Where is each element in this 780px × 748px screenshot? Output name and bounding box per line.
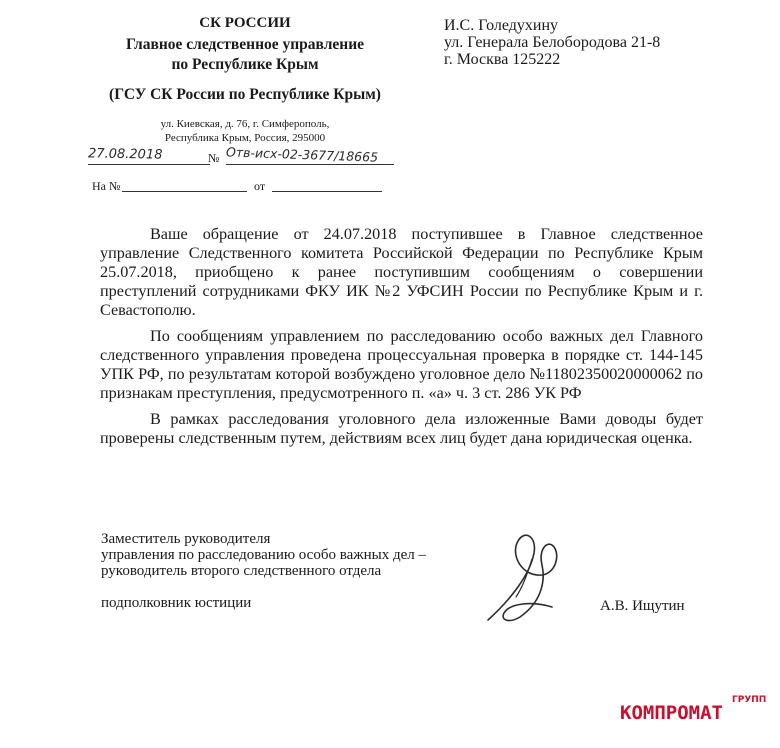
number-sign: № [208, 151, 220, 165]
org-name-line1: Главное следственное управление [125, 36, 365, 53]
signatory-line2: управления по расследованию особо важных дел – [101, 547, 426, 563]
number-underline [226, 164, 394, 165]
handwritten-signature [470, 525, 590, 625]
signatory-name: А.В. Ищутин [600, 598, 685, 614]
reply-from-label: от [254, 179, 266, 193]
signatory-title [101, 531, 426, 579]
address-line2: Республика Крым, Россия, 295000 [164, 132, 326, 144]
letter-body [100, 225, 703, 455]
org-name [80, 35, 410, 75]
watermark-superscript: ГРУПП [732, 695, 767, 705]
body-paragraph: В рамках расследования уголовного дела изложенные Вами доводы будет проверены следственным путем, действиям всех лиц будет дана юридическая оценка. [100, 410, 703, 447]
reply-label: На № [92, 179, 121, 193]
date-underline [88, 164, 210, 165]
reply-number-underline [122, 191, 247, 192]
body-paragraph: Ваше обращение от 24.07.2018 поступившее в Главное следственное управление Следственного комитета Российской Федерации по Республике Крым 25.07.2018, приобщено к ранее поступившим сообщениям о совершении преступлений сотрудниками ФКУ ИК №2 УФСИН России по Республике Крым и г. Севастополю. [100, 225, 703, 319]
recipient-name: И.С. Голедухину [444, 17, 558, 34]
reply-date-underline [272, 191, 382, 192]
signatory-line1: Заместитель руководителя [101, 531, 271, 547]
signatory-line3: руководитель второго следственного отдела [101, 563, 382, 579]
watermark-logo: КОМПРОМАТ [620, 702, 723, 724]
registration-row [87, 144, 388, 169]
org-top: СК РОССИИ [199, 15, 291, 31]
org-name-line2: по Республике Крым [171, 56, 319, 73]
recipient-city: г. Москва 125222 [444, 51, 561, 68]
org-short-name: (ГСУ СК России по Республике Крым) [109, 86, 381, 103]
registration-number: Отв-исх-02-3677/18665 [225, 144, 379, 165]
reply-reference-row [92, 179, 392, 195]
recipient-street: ул. Генерала Белобородова 21-8 [444, 34, 661, 51]
body-paragraph: По сообщениям управлением по расследованию особо важных дел Главного следственного управления проведена процессуальная проверка в порядке ст. 144-145 УПК РФ, по результатам которой возбуждено уголовное дело №11802350020000062 по признакам преступления, предусмотренного п. «а» ч. 3 ст. 286 УК РФ [100, 327, 703, 402]
address-line1: ул. Киевская, д. 76, г. Симферополь, [160, 118, 330, 130]
sender-header [80, 14, 410, 145]
registration-date: 27.08.2018 [87, 146, 163, 163]
signatory-rank: подполковник юстиции [101, 595, 252, 611]
recipient-block [444, 17, 660, 68]
sender-address [80, 117, 410, 145]
